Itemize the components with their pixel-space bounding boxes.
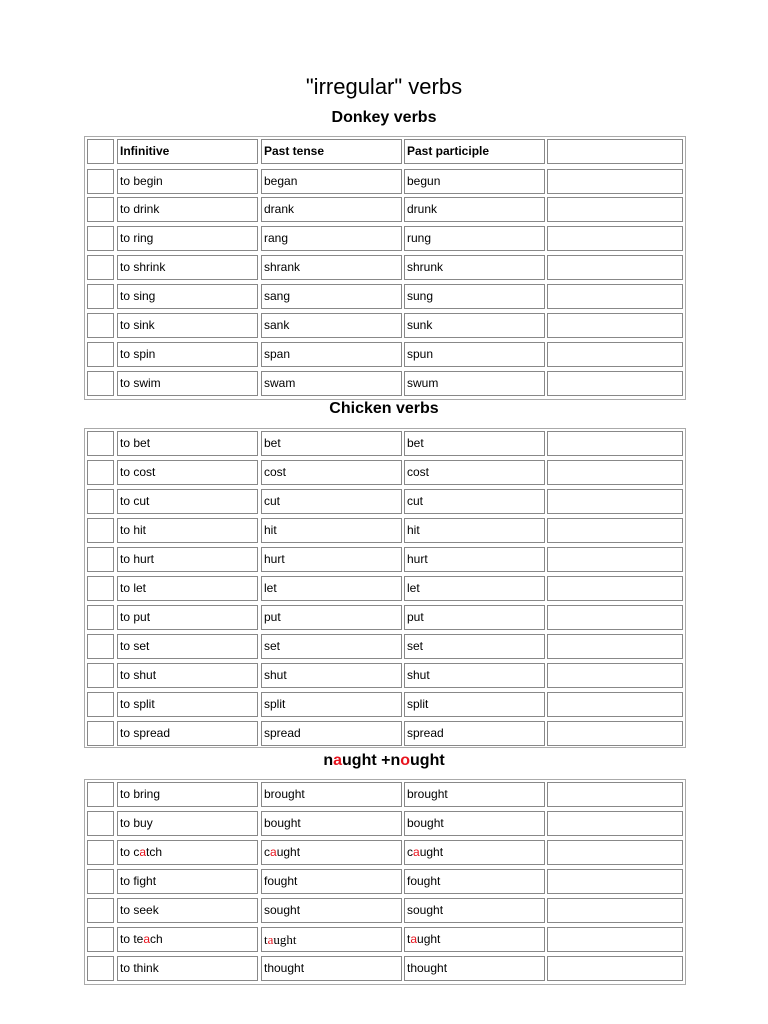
- cell-infinitive: to hit: [117, 518, 258, 543]
- cell-infinitive: to spin: [117, 342, 258, 367]
- cell-infinitive: to cut: [117, 489, 258, 514]
- empty-cell: [547, 460, 683, 485]
- cell-past-participle: brought: [404, 782, 545, 807]
- cell-past-participle: fought: [404, 869, 545, 894]
- cell-past-tense: drank: [261, 197, 402, 222]
- cell-past-tense: bet: [261, 431, 402, 456]
- cell-infinitive: to shrink: [117, 255, 258, 280]
- table-row: [85, 369, 685, 398]
- header-past-tense: Past tense: [261, 139, 402, 164]
- cell-past-participle: cost: [404, 460, 545, 485]
- section-heading: naught +nought: [323, 752, 445, 769]
- table-row: [85, 224, 685, 253]
- table-row: [85, 282, 685, 311]
- cell-past-participle: set: [404, 634, 545, 659]
- empty-cell: [547, 898, 683, 923]
- cell-infinitive: to bring: [117, 782, 258, 807]
- cell-infinitive: to drink: [117, 197, 258, 222]
- cell-past-participle: sought: [404, 898, 545, 923]
- table-row: [85, 429, 685, 458]
- empty-cell: [547, 576, 683, 601]
- empty-cell: [547, 692, 683, 717]
- cell-past-tense: swam: [261, 371, 402, 396]
- empty-cell: [547, 313, 683, 338]
- empty-cell: [547, 169, 683, 194]
- cell-past-participle: shut: [404, 663, 545, 688]
- empty-cell: [87, 342, 114, 367]
- table-row: [85, 195, 685, 224]
- empty-cell: [547, 518, 683, 543]
- cell-past-tense: let: [261, 576, 402, 601]
- empty-cell: [87, 371, 114, 396]
- empty-cell: [547, 226, 683, 251]
- table-row: [85, 632, 685, 661]
- empty-cell: [547, 547, 683, 572]
- empty-cell: [547, 869, 683, 894]
- cell-past-tense: rang: [261, 226, 402, 251]
- empty-cell: [547, 371, 683, 396]
- header-past-participle: Past participle: [404, 139, 545, 164]
- empty-cell: [87, 898, 114, 923]
- empty-cell: [87, 840, 114, 865]
- empty-cell: [87, 576, 114, 601]
- empty-cell: [87, 547, 114, 572]
- empty-cell: [87, 782, 114, 807]
- verb-table: [84, 779, 686, 985]
- empty-cell: [547, 840, 683, 865]
- table-row: [85, 954, 685, 983]
- empty-cell: [87, 460, 114, 485]
- cell-infinitive: to catch: [117, 840, 258, 865]
- cell-past-tense: span: [261, 342, 402, 367]
- cell-past-tense: spread: [261, 721, 402, 746]
- cell-infinitive: to fight: [117, 869, 258, 894]
- cell-past-tense: cut: [261, 489, 402, 514]
- cell-past-tense: sank: [261, 313, 402, 338]
- empty-cell: [547, 197, 683, 222]
- cell-past-tense: hurt: [261, 547, 402, 572]
- empty-cell: [87, 431, 114, 456]
- cell-infinitive: to put: [117, 605, 258, 630]
- table-row: [85, 487, 685, 516]
- cell-infinitive: to teach: [117, 927, 258, 952]
- cell-infinitive: to let: [117, 576, 258, 601]
- cell-infinitive: to cost: [117, 460, 258, 485]
- cell-past-participle: hit: [404, 518, 545, 543]
- table-row: [85, 690, 685, 719]
- cell-infinitive: to ring: [117, 226, 258, 251]
- empty-cell: [87, 255, 114, 280]
- table-row: [85, 661, 685, 690]
- table-row: [85, 574, 685, 603]
- cell-past-tense: taught: [261, 927, 402, 952]
- cell-past-participle: rung: [404, 226, 545, 251]
- cell-infinitive: to sing: [117, 284, 258, 309]
- empty-cell: [547, 139, 683, 164]
- empty-cell: [87, 927, 114, 952]
- table-row: [85, 545, 685, 574]
- cell-past-participle: spun: [404, 342, 545, 367]
- cell-past-participle: swum: [404, 371, 545, 396]
- cell-past-participle: bet: [404, 431, 545, 456]
- empty-cell: [87, 721, 114, 746]
- cell-past-tense: shut: [261, 663, 402, 688]
- empty-cell: [87, 169, 114, 194]
- page-title: "irregular" verbs: [305, 74, 463, 99]
- cell-past-participle: hurt: [404, 547, 545, 572]
- cell-past-tense: brought: [261, 782, 402, 807]
- table-header-row: [85, 137, 685, 166]
- cell-past-tense: put: [261, 605, 402, 630]
- table-row: [85, 867, 685, 896]
- empty-cell: [87, 226, 114, 251]
- cell-past-tense: cost: [261, 460, 402, 485]
- cell-past-tense: fought: [261, 869, 402, 894]
- cell-infinitive: to split: [117, 692, 258, 717]
- empty-cell: [547, 956, 683, 981]
- cell-past-participle: bought: [404, 811, 545, 836]
- empty-cell: [547, 342, 683, 367]
- empty-cell: [547, 663, 683, 688]
- verb-table: [84, 428, 686, 748]
- empty-cell: [547, 431, 683, 456]
- empty-cell: [547, 927, 683, 952]
- cell-infinitive: to bet: [117, 431, 258, 456]
- verb-table: [84, 136, 686, 400]
- cell-past-participle: split: [404, 692, 545, 717]
- empty-cell: [547, 284, 683, 309]
- cell-past-tense: bought: [261, 811, 402, 836]
- cell-infinitive: to buy: [117, 811, 258, 836]
- cell-past-participle: shrunk: [404, 255, 545, 280]
- table-row: [85, 896, 685, 925]
- cell-past-tense: shrank: [261, 255, 402, 280]
- table-row: [85, 603, 685, 632]
- empty-cell: [87, 605, 114, 630]
- empty-cell: [87, 634, 114, 659]
- cell-past-participle: let: [404, 576, 545, 601]
- cell-past-tense: hit: [261, 518, 402, 543]
- cell-past-tense: caught: [261, 840, 402, 865]
- cell-past-tense: set: [261, 634, 402, 659]
- table-row: [85, 458, 685, 487]
- cell-past-tense: sang: [261, 284, 402, 309]
- empty-cell: [547, 489, 683, 514]
- cell-infinitive: to sink: [117, 313, 258, 338]
- table-row: [85, 253, 685, 282]
- empty-cell: [87, 197, 114, 222]
- header-infinitive: Infinitive: [117, 139, 258, 164]
- cell-past-participle: spread: [404, 721, 545, 746]
- cell-past-tense: thought: [261, 956, 402, 981]
- cell-past-tense: sought: [261, 898, 402, 923]
- empty-cell: [547, 782, 683, 807]
- cell-infinitive: to shut: [117, 663, 258, 688]
- empty-cell: [87, 284, 114, 309]
- cell-infinitive: to seek: [117, 898, 258, 923]
- section-heading: Chicken verbs: [329, 400, 439, 417]
- empty-cell: [87, 313, 114, 338]
- empty-cell: [87, 139, 114, 164]
- cell-past-participle: drunk: [404, 197, 545, 222]
- table-row: [85, 167, 685, 196]
- cell-past-participle: sung: [404, 284, 545, 309]
- table-row: [85, 780, 685, 809]
- empty-cell: [87, 869, 114, 894]
- table-row: [85, 925, 685, 954]
- table-row: [85, 838, 685, 867]
- empty-cell: [87, 489, 114, 514]
- table-row: [85, 719, 685, 748]
- cell-infinitive: to think: [117, 956, 258, 981]
- cell-past-participle: cut: [404, 489, 545, 514]
- empty-cell: [547, 605, 683, 630]
- section-heading: Donkey verbs: [331, 109, 437, 126]
- cell-past-participle: thought: [404, 956, 545, 981]
- cell-infinitive: to set: [117, 634, 258, 659]
- empty-cell: [87, 692, 114, 717]
- empty-cell: [87, 811, 114, 836]
- empty-cell: [547, 634, 683, 659]
- table-row: [85, 311, 685, 340]
- cell-infinitive: to hurt: [117, 547, 258, 572]
- cell-past-tense: split: [261, 692, 402, 717]
- cell-past-participle: caught: [404, 840, 545, 865]
- table-row: [85, 340, 685, 369]
- cell-past-participle: taught: [404, 927, 545, 952]
- cell-infinitive: to begin: [117, 169, 258, 194]
- cell-infinitive: to swim: [117, 371, 258, 396]
- empty-cell: [87, 663, 114, 688]
- empty-cell: [87, 956, 114, 981]
- table-row: [85, 516, 685, 545]
- table-row: [85, 809, 685, 838]
- empty-cell: [547, 811, 683, 836]
- cell-past-participle: sunk: [404, 313, 545, 338]
- empty-cell: [547, 255, 683, 280]
- cell-past-participle: put: [404, 605, 545, 630]
- cell-past-participle: begun: [404, 169, 545, 194]
- empty-cell: [87, 518, 114, 543]
- cell-past-tense: began: [261, 169, 402, 194]
- empty-cell: [547, 721, 683, 746]
- cell-infinitive: to spread: [117, 721, 258, 746]
